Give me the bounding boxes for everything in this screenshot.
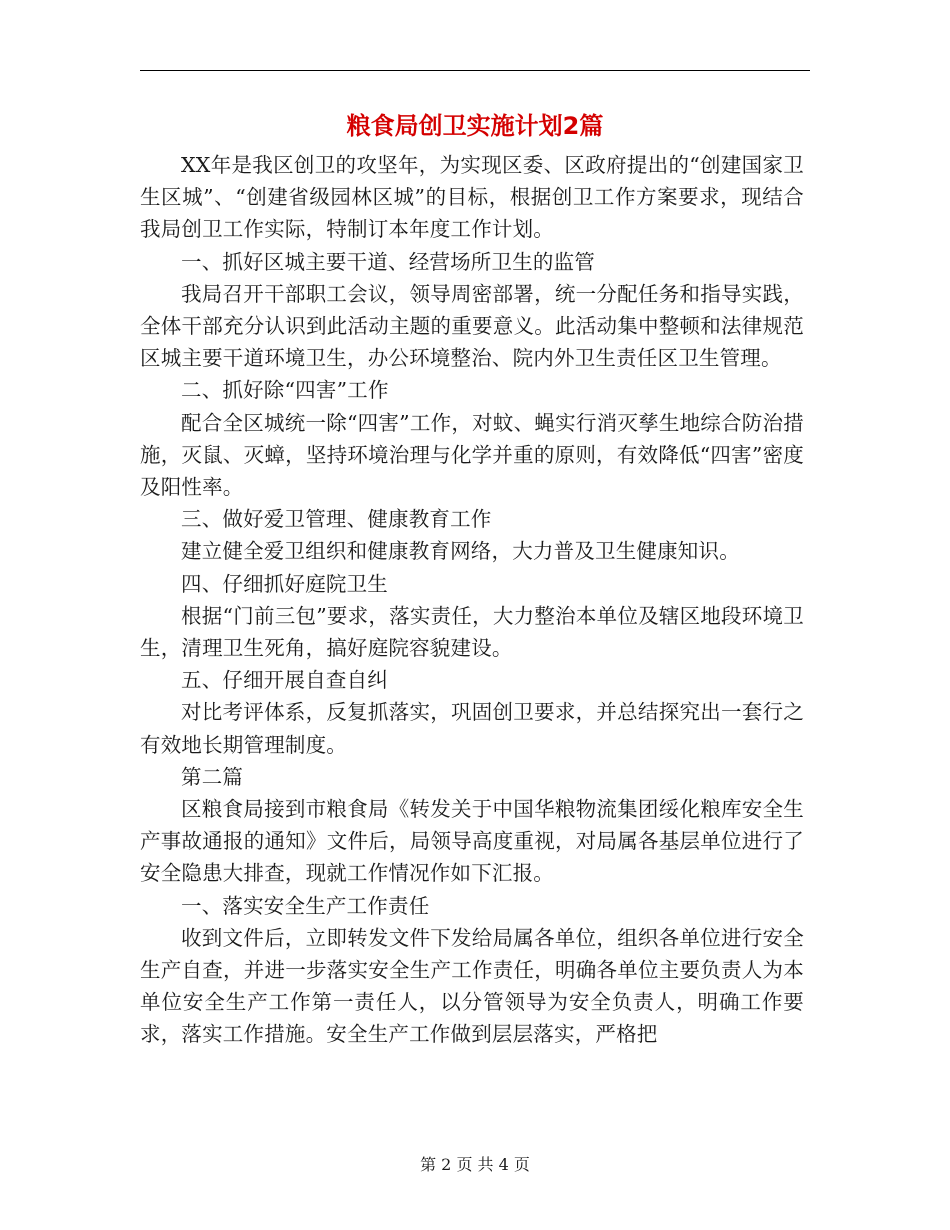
- paragraph-section-3: 建立健全爱卫组织和健康教育网络，大力普及卫生健康知识。: [181, 539, 740, 564]
- document-title: 粮食局创卫实施计划2篇: [346, 112, 604, 140]
- heading-section-1: 一、抓好区城主要干道、经营场所卫生的监管: [181, 249, 595, 274]
- heading-part-two-section-1: 一、落实安全生产工作责任: [181, 893, 430, 918]
- heading-section-3: 三、做好爱卫管理、健康教育工作: [181, 507, 492, 532]
- page-footer: 第 2 页 共 4 页: [420, 1155, 530, 1174]
- document-body: [140, 149, 804, 1051]
- paragraph-section-1: 我局召开干部职工会议，领导周密部署，统一分配任务和指导实践，全体干部充分认识到此活动主题的重要意义。此活动集中整顿和法律规范区城主要干道环境卫生，办公环境整治、院内外卫生责任区卫生管理。: [140, 281, 804, 371]
- heading-section-4: 四、仔细抓好庭院卫生: [181, 571, 388, 596]
- heading-section-5: 五、仔细开展自查自纠: [181, 668, 388, 693]
- header-rule: [140, 70, 810, 71]
- paragraph-part-two-section-1: 收到文件后，立即转发文件下发给局属各单位，组织各单位进行安全生产自查，并进一步落实安全生产工作责任，明确各单位主要负责人为本单位安全生产工作第一责任人，以分管领导为安全负责人，明确工作要求，落实工作措施。安全生产工作做到层层落实，严格把: [140, 925, 804, 1047]
- paragraph-intro: XX年是我区创卫的攻坚年，为实现区委、区政府提出的“创建国家卫生区城”、“创建省级园林区城”的目标，根据创卫工作方案要求，现结合我局创卫工作实际，特制订本年度工作计划。: [140, 153, 804, 242]
- heading-part-two: 第二篇: [181, 764, 244, 789]
- paragraph-part-two-intro: 区粮食局接到市粮食局《转发关于中国华粮物流集团绥化粮库安全生产事故通报的通知》文件后，局领导高度重视，对局属各基层单位进行了安全隐患大排查，现就工作情况作如下汇报。: [140, 797, 804, 886]
- paragraph-section-5: 对比考评体系，反复抓落实，巩固创卫要求，并总结探究出一套行之有效地长期管理制度。: [140, 700, 804, 757]
- paragraph-section-2: 配合全区城统一除“四害”工作，对蚊、蝇实行消灭孳生地综合防治措施，灭鼠、灭蟑，坚持环境治理与化学并重的原则，有效降低“四害”密度及阳性率。: [140, 410, 804, 500]
- heading-section-2: 二、抓好除“四害”工作: [181, 378, 389, 403]
- paragraph-section-4: 根据“门前三包”要求，落实责任，大力整治本单位及辖区地段环境卫生，清理卫生死角，搞好庭院容貌建设。: [140, 603, 804, 661]
